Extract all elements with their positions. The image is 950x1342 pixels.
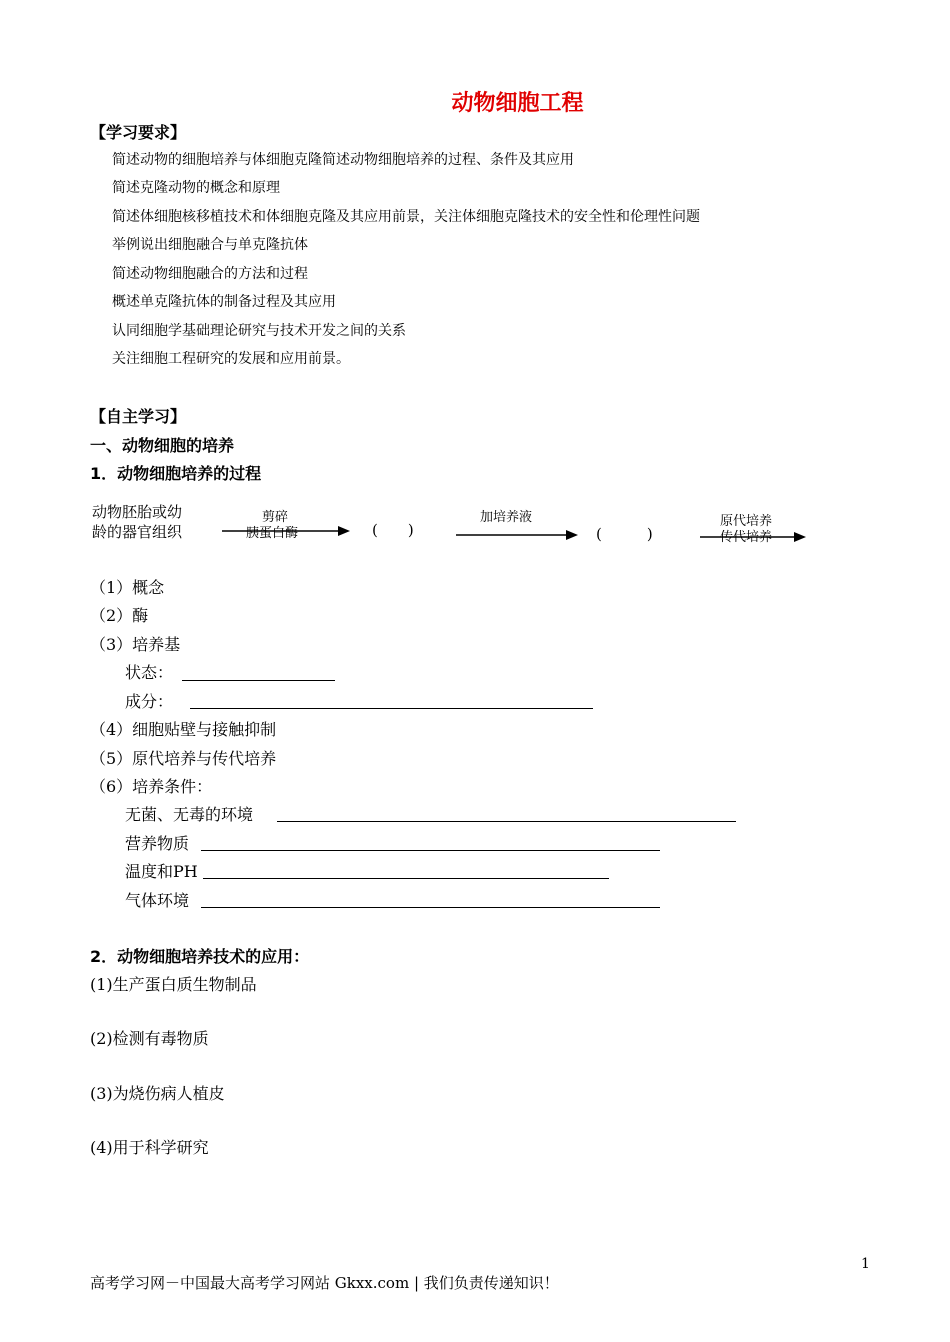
condition-nutrients-blank <box>201 850 660 851</box>
page-number: 1 <box>861 1256 870 1272</box>
condition-sterile-blank <box>277 821 736 822</box>
condition-temp-ph-blank <box>203 878 609 879</box>
requirement-item: 简述体细胞核移植技术和体细胞克隆及其应用前景，关注体细胞克隆技术的安全性和伦理性问题 <box>112 209 700 225</box>
medium-component-label: 成分： <box>125 692 174 711</box>
item-concept: （1）概念 <box>90 578 165 597</box>
requirement-item: 简述克隆动物的概念和原理 <box>112 180 280 196</box>
item-medium: （3）培养基 <box>90 635 181 654</box>
flow-arrow2-label: 加培养液 <box>480 510 533 525</box>
application-item: (2)检测有毒物质 <box>90 1029 209 1048</box>
page-title: 动物细胞工程 <box>451 91 584 116</box>
subsection-heading: 1．动物细胞培养的过程 <box>90 464 262 483</box>
flow-start-line2: 龄的器官组织 <box>92 523 183 541</box>
flow-arrow1-bottom-label: 胰蛋白酶 <box>246 526 299 541</box>
flow-arrow3-bottom-label: 传代培养 <box>720 530 773 545</box>
condition-gas: 气体环境 <box>125 891 190 910</box>
requirement-item: 举例说出细胞融合与单克隆抗体 <box>112 237 308 253</box>
item-enzyme: （2）酶 <box>90 606 149 625</box>
condition-temp-ph: 温度和PH <box>125 862 198 881</box>
condition-sterile: 无菌、无毒的环境 <box>125 805 254 824</box>
medium-component-blank <box>190 708 593 709</box>
flow-arrow3-top-label: 原代培养 <box>720 514 773 529</box>
requirement-item: 认同细胞学基础理论研究与技术开发之间的关系 <box>112 323 406 339</box>
self-study-heading: 【自主学习】 <box>90 407 187 426</box>
subsection-heading-applications: 2．动物细胞培养技术的应用： <box>90 947 310 966</box>
item-adhesion: （4）细胞贴壁与接触抑制 <box>90 720 277 739</box>
requirement-item: 关注细胞工程研究的发展和应用前景。 <box>112 351 350 367</box>
flow-blank-2: ( ) <box>596 525 653 543</box>
medium-state-label: 状态： <box>125 663 174 682</box>
flow-blank-1: ( ) <box>372 521 414 539</box>
item-primary-passage: （5）原代培养与传代培养 <box>90 749 277 768</box>
item-conditions: （6）培养条件： <box>90 777 213 796</box>
application-item: (1)生产蛋白质生物制品 <box>90 975 257 994</box>
requirement-item: 简述动物细胞融合的方法和过程 <box>112 266 308 282</box>
requirement-item: 简述动物的细胞培养与体细胞克隆简述动物细胞培养的过程、条件及其应用 <box>112 152 574 168</box>
requirements-heading: 【学习要求】 <box>90 123 187 142</box>
medium-state-blank <box>182 680 335 681</box>
flow-arrow-3 <box>700 530 810 544</box>
flow-arrow1-top-label: 剪碎 <box>262 510 289 525</box>
requirement-item: 概述单克隆抗体的制备过程及其应用 <box>112 294 336 310</box>
flow-start-line1: 动物胚胎或幼 <box>92 503 183 521</box>
condition-gas-blank <box>201 907 660 908</box>
flow-arrow-2 <box>456 528 581 542</box>
condition-nutrients: 营养物质 <box>125 834 190 853</box>
flow-arrow-1 <box>222 524 352 538</box>
page-footer: 高考学习网－中国最大高考学习网站 Gkxx.com | 我们负责传递知识！ <box>90 1274 559 1292</box>
application-item: (4)用于科学研究 <box>90 1138 209 1157</box>
section-heading: 一、动物细胞的培养 <box>90 436 235 455</box>
application-item: (3)为烧伤病人植皮 <box>90 1084 225 1103</box>
